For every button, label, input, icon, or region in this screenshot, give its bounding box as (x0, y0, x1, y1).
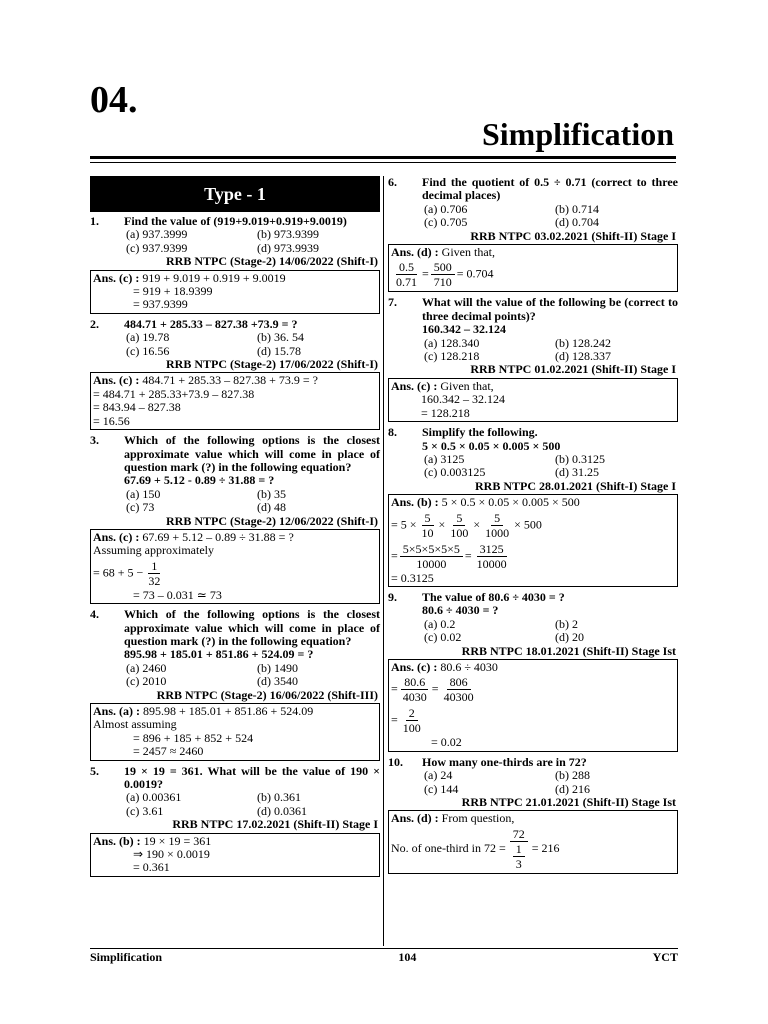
options (388, 618, 678, 645)
option-d: (d) 15.78 (257, 343, 301, 358)
answer-line: = 2457 ≈ 2460 (133, 744, 204, 759)
eq-part: = 68 + 5 − (93, 565, 144, 579)
exam-source: RRB NTPC 21.01.2021 (Shift-II) Stage Ist (461, 795, 676, 809)
question-expression: 160.342 – 32.124 (422, 322, 506, 337)
option-b: (b) 973.9399 (257, 227, 319, 242)
option-d: (d) 0.0361 (257, 803, 307, 818)
option-a: (a) 0.706 (424, 201, 468, 216)
numerator: 5 (422, 511, 434, 526)
option-d: (d) 20 (555, 630, 584, 645)
options (90, 331, 380, 358)
fraction (431, 260, 455, 289)
answer-equation (391, 541, 675, 572)
question-number: 3. (90, 433, 99, 448)
option-a: (a) 937.3999 (126, 227, 188, 242)
eq-part: = (391, 547, 398, 562)
answer-line: = 843.94 – 827.38 (93, 400, 181, 415)
answer-label: Ans. (c) : (93, 373, 140, 388)
exam-source: RRB NTPC (Stage-2) 17/06/2022 (Shift-I) (166, 357, 378, 372)
denominator: 10000 (416, 556, 447, 571)
answer-label: Ans. (b) : (391, 495, 439, 510)
exam-source: RRB NTPC 17.02.2021 (Shift-II) Stage I (172, 817, 378, 832)
options (388, 203, 678, 230)
question-text: Which of the following options is the closest approximate value which will come in place of question mark (?) in the following equation? (124, 607, 380, 648)
answer-label: Ans. (a) : (93, 704, 140, 718)
question-number: 10. (388, 754, 403, 769)
option-d: (d) 128.337 (555, 349, 611, 364)
numerator: 500 (431, 260, 455, 275)
question-text: What will the value of the following be (correct to three decimal points)? (422, 295, 678, 323)
option-a: (a) 19.78 (126, 330, 170, 345)
eq-part: = (464, 547, 472, 562)
option-b: (b) 2 (555, 616, 578, 631)
option-d: (d) 973.9939 (257, 240, 319, 255)
answer-line: = 128.218 (421, 405, 470, 420)
question-9 (388, 591, 678, 752)
option-a: (a) 0.2 (424, 616, 456, 631)
options (90, 791, 380, 818)
answer-line: = 919 + 18.9399 (133, 284, 213, 299)
question-number: 2. (90, 316, 99, 331)
chapter-title: Simplification (481, 116, 674, 152)
answer-line: Given that, (437, 378, 494, 393)
answer-label: Ans. (c) : (391, 659, 438, 674)
question-expression: 67.69 + 5.12 - 0.89 ÷ 31.88 = ? (124, 473, 275, 488)
option-b: (b) 35 (257, 486, 286, 501)
question-text: The value of 80.6 ÷ 4030 = ? (422, 589, 565, 604)
answer-line: 5 × 0.5 × 0.05 × 0.005 × 500 (438, 495, 580, 510)
answer-line: 484.71 + 285.33 – 827.38 + 73.9 = ? (139, 373, 318, 388)
answer-box (388, 378, 678, 422)
answer-line: ⇒ 190 × 0.0019 (133, 847, 210, 862)
denominator: 100 (402, 721, 421, 736)
option-c: (c) 0.02 (424, 630, 462, 645)
denominator: 1000 (485, 525, 510, 540)
answer-line: = 0.02 (431, 735, 462, 750)
options (90, 488, 380, 515)
eq-part: = (391, 681, 398, 696)
answer-box (90, 703, 380, 761)
answer-equation (391, 826, 675, 872)
denominator: 4030 (402, 690, 427, 705)
question-number: 4. (90, 607, 99, 622)
numerator: 806 (447, 675, 471, 690)
option-b: (b) 288 (555, 768, 590, 783)
answer-label: Ans. (d) : (391, 811, 439, 826)
exam-source: RRB NTPC (Stage-2) 16/06/2022 (Shift-III) (156, 687, 378, 702)
answer-equation (391, 510, 675, 541)
denominator: 10 (421, 525, 434, 540)
right-column (388, 176, 678, 878)
numerator: 2 (406, 706, 418, 721)
option-a: (a) 150 (126, 486, 161, 501)
publisher-name: YCT (652, 950, 678, 964)
eq-part: = (431, 681, 439, 696)
exam-source: RRB NTPC (Stage-2) 14/06/2022 (Shift-I) (166, 254, 378, 269)
option-b: (b) 0.361 (257, 790, 301, 805)
answer-equation (391, 259, 675, 290)
option-d: (d) 48 (257, 500, 286, 515)
options (388, 337, 678, 364)
column-divider (383, 176, 384, 946)
answer-line: 67.69 + 5.12 – 0.89 ÷ 31.88 = ? (139, 529, 294, 544)
answer-line: = 16.56 (93, 413, 130, 428)
question-10 (388, 756, 678, 874)
option-b: (b) 1490 (257, 660, 298, 675)
option-d: (d) 3540 (257, 674, 298, 689)
fraction (447, 511, 471, 540)
numerator: 5 (453, 511, 465, 526)
denominator: 3 (515, 856, 522, 871)
eq-part: = 5 × (391, 516, 417, 531)
answer-box (90, 270, 380, 314)
answer-line: 19 × 19 = 361 (140, 833, 212, 848)
fraction (400, 675, 430, 704)
answer-line: From question, (438, 811, 515, 826)
answer-line: 80.6 ÷ 4030 (437, 659, 498, 674)
answer-line: 160.342 – 32.124 (421, 392, 505, 407)
question-text: Find the quotient of 0.5 ÷ 0.71 (correct to three decimal places) (422, 175, 678, 203)
eq-part: × (438, 516, 446, 531)
question-2 (90, 318, 380, 430)
numerator: 80.6 (401, 675, 428, 690)
answer-line: = 0.361 (133, 860, 170, 875)
option-d: (d) 31.25 (555, 465, 599, 480)
exam-source: RRB NTPC 28.01.2021 (Shift-I) Stage I (475, 478, 676, 493)
eq-part: = 0.704 (456, 266, 494, 281)
question-text: Find the value of (919+9.019+0.919+9.0019) (124, 214, 347, 228)
option-c: (c) 128.218 (424, 349, 480, 364)
option-c: (c) 0.003125 (424, 465, 486, 480)
answer-line: = 896 + 185 + 852 + 524 (133, 730, 254, 745)
header-rule-thin (90, 162, 676, 163)
answer-equation (391, 705, 675, 736)
numerator: 0.5 (396, 260, 417, 275)
fraction (419, 511, 437, 540)
answer-line: 919 + 9.019 + 0.919 + 9.0019 (139, 270, 286, 285)
answer-line: = 73 – 0.031 ≃ 73 (133, 587, 222, 602)
exam-source: RRB NTPC 18.01.2021 (Shift-II) Stage Ist (461, 643, 676, 658)
option-c: (c) 2010 (126, 674, 167, 689)
question-8 (388, 426, 678, 587)
denominator (508, 842, 530, 871)
answer-label: Ans. (c) : (391, 378, 438, 393)
options (90, 228, 380, 255)
answer-box (388, 494, 678, 587)
question-6 (388, 176, 678, 292)
option-a: (a) 3125 (424, 451, 465, 466)
fraction (400, 706, 424, 735)
fraction (482, 511, 512, 540)
denominator: 100 (450, 525, 469, 540)
answer-equation (93, 558, 377, 589)
exam-source: RRB NTPC (Stage-2) 12/06/2022 (Shift-I) (166, 513, 378, 528)
answer-box (90, 833, 380, 877)
answer-label: Ans. (d) : (391, 245, 439, 260)
answer-box (388, 659, 678, 752)
options (388, 769, 678, 796)
header-rule-thick (90, 156, 676, 159)
denominator: 10000 (476, 556, 507, 571)
denominator: 710 (433, 275, 452, 290)
option-d: (d) 216 (555, 781, 590, 796)
option-c: (c) 73 (126, 500, 155, 515)
option-c: (c) 144 (424, 781, 459, 796)
footer-chapter: Simplification (90, 950, 163, 964)
answer-box (388, 810, 678, 873)
denominator: 0.71 (396, 275, 417, 290)
denominator: 40300 (443, 690, 474, 705)
option-b: (b) 0.714 (555, 201, 599, 216)
option-c: (c) 3.61 (126, 803, 164, 818)
option-c: (c) 937.9399 (126, 240, 188, 255)
numerator: 1 (148, 559, 160, 574)
eq-part: × 500 (514, 516, 542, 531)
question-expression: 5 × 0.5 × 0.05 × 0.005 × 500 (422, 438, 561, 453)
numerator: 1 (513, 842, 525, 857)
answer-line: = 937.9399 (133, 297, 188, 312)
question-text: Simplify the following. (422, 425, 538, 440)
option-a: (a) 24 (424, 768, 453, 783)
page-number: 104 (398, 950, 417, 964)
eq-part: = (391, 712, 398, 727)
answer-line: = 484.71 + 285.33+73.9 – 827.38 (93, 386, 255, 401)
answer-line: Given that, (438, 245, 495, 260)
question-expression: 80.6 ÷ 4030 = ? (422, 603, 499, 618)
question-text: 484.71 + 285.33 – 827.38 +73.9 = ? (124, 316, 298, 331)
question-text: Which of the following options is the closest approximate value which will come in place of question mark (?) in the following equation? (124, 433, 380, 474)
option-a: (a) 128.340 (424, 335, 480, 350)
page-footer (90, 948, 678, 965)
fraction (513, 842, 525, 871)
exam-source: RRB NTPC 03.02.2021 (Shift-II) Stage I (470, 228, 676, 243)
answer-box (90, 529, 380, 604)
answer-line: Almost assuming (93, 717, 177, 732)
fraction (393, 260, 420, 289)
numerator: 3125 (477, 542, 507, 557)
fraction (474, 542, 510, 571)
question-number: 7. (388, 295, 397, 310)
option-b: (b) 128.242 (555, 335, 611, 350)
answer-line: = 0.3125 (391, 570, 434, 585)
chapter-number: 04. (90, 79, 138, 121)
type-heading: Type - 1 (90, 176, 380, 212)
question-1 (90, 215, 380, 314)
left-column (90, 176, 380, 881)
numerator: 72 (510, 827, 528, 842)
question-number: 1. (90, 214, 99, 228)
option-c: (c) 0.705 (424, 215, 468, 230)
fraction (508, 827, 530, 871)
options (90, 662, 380, 689)
answer-equation (391, 674, 675, 705)
question-number: 8. (388, 425, 397, 440)
eq-part: No. of one-third in 72 = (391, 840, 506, 855)
option-c: (c) 16.56 (126, 343, 170, 358)
answer-line: Assuming approximately (93, 543, 214, 558)
question-text: How many one-thirds are in 72? (422, 754, 587, 769)
option-a: (a) 2460 (126, 660, 167, 675)
question-expression: 895.98 + 185.01 + 851.86 + 524.09 = ? (124, 647, 314, 662)
fraction (400, 542, 463, 571)
question-number: 5. (90, 763, 99, 778)
answer-label: Ans. (c) : (93, 270, 140, 285)
answer-label: Ans. (c) : (93, 529, 140, 544)
eq-part: = (422, 266, 429, 281)
numerator: 5×5×5×5×5 (400, 542, 463, 557)
question-3 (90, 434, 380, 604)
question-5 (90, 765, 380, 877)
eq-part: × (473, 516, 481, 531)
fraction (145, 559, 163, 588)
question-4 (90, 608, 380, 760)
question-number: 9. (388, 589, 397, 604)
answer-box (90, 372, 380, 430)
answer-label: Ans. (b) : (93, 833, 141, 848)
exam-source: RRB NTPC 01.02.2021 (Shift-II) Stage I (470, 362, 676, 377)
answer-box (388, 244, 678, 292)
options (388, 453, 678, 480)
denominator: 32 (148, 573, 161, 588)
answer-line: 895.98 + 185.01 + 851.86 + 524.09 (140, 704, 314, 718)
numerator: 5 (491, 511, 503, 526)
question-text: 19 × 19 = 361. What will be the value of 190 × 0.0019? (124, 763, 380, 792)
option-d: (d) 0.704 (555, 215, 599, 230)
option-a: (a) 0.00361 (126, 790, 182, 805)
option-b: (b) 0.3125 (555, 451, 605, 466)
fraction (441, 675, 477, 704)
question-number: 6. (388, 175, 397, 189)
eq-part: = 216 (531, 840, 560, 855)
question-7 (388, 296, 678, 422)
option-b: (b) 36. 54 (257, 330, 304, 345)
